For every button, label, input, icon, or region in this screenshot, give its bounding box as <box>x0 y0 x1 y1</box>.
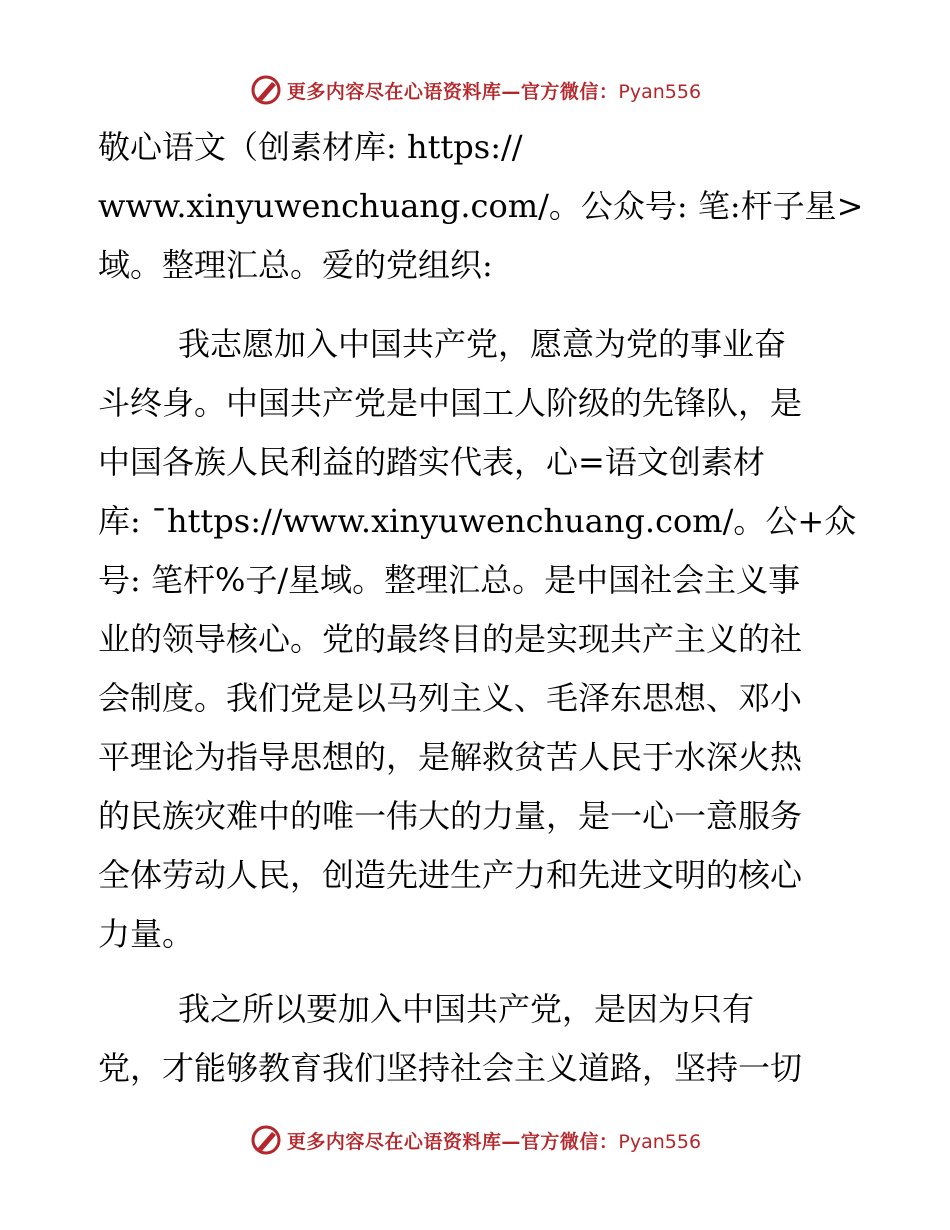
footer-banner-text <box>287 1127 701 1154</box>
para2-line-2: 党，才能够教育我们坚持社会主义道路，坚持一切 <box>98 1049 803 1087</box>
para1-line-11: 力量。 <box>98 915 195 953</box>
footer-wechat-handle: Pyan556 <box>618 1130 702 1153</box>
intro-line-3: 域。整理汇总。爱的党组织: <box>98 246 493 284</box>
para1-line-7: 会制度。我们党是以马列主义、毛泽东思想、邓小 <box>98 679 803 717</box>
para1-line-1: 我志愿加入中国共产党，愿意为党的事业奋 <box>178 325 787 363</box>
intro-line-1: 敬心语文（创素材库: https:// <box>98 128 523 166</box>
header-banner-label: 更多内容尽在心语资料库—官方微信： <box>286 80 619 103</box>
pen-circle-logo-icon <box>249 73 283 107</box>
header-banner <box>0 70 950 110</box>
header-wechat-handle: Pyan556 <box>618 80 702 103</box>
document-body <box>98 118 864 1098</box>
para1-line-10: 全体劳动人民，创造先进生产力和先进文明的核心 <box>98 856 803 894</box>
para1-line-6: 业的领导核心。党的最终目的是实现共产主义的社 <box>98 620 803 658</box>
intro-line-2: www.xinyuwenchuang.com/。公众号: 笔:杆子星> <box>98 187 864 225</box>
para1-line-9: 的民族灾难中的唯一伟大的力量，是一心一意服务 <box>98 797 803 835</box>
footer-banner-label: 更多内容尽在心语资料库—官方微信： <box>286 1130 619 1153</box>
para1-line-5: 号: 笔杆%子/星域。整理汇总。是中国社会主义事 <box>98 561 801 599</box>
pen-circle-logo-icon <box>249 1123 283 1157</box>
para1-line-3: 中国各族人民利益的踏实代表，心=语文创素材 <box>98 443 765 481</box>
header-banner-text <box>287 77 701 104</box>
para1-line-4: 库: ¯https://www.xinyuwenchuang.com/。公+众 <box>98 502 857 540</box>
para1-line-8: 平理论为指导思想的，是解救贫苦人民于水深火热 <box>98 738 803 776</box>
footer-banner <box>0 1120 950 1160</box>
para1-line-2: 斗终身。中国共产党是中国工人阶级的先锋队，是 <box>98 384 803 422</box>
para2-line-1: 我之所以要加入中国共产党，是因为只有 <box>178 990 755 1028</box>
